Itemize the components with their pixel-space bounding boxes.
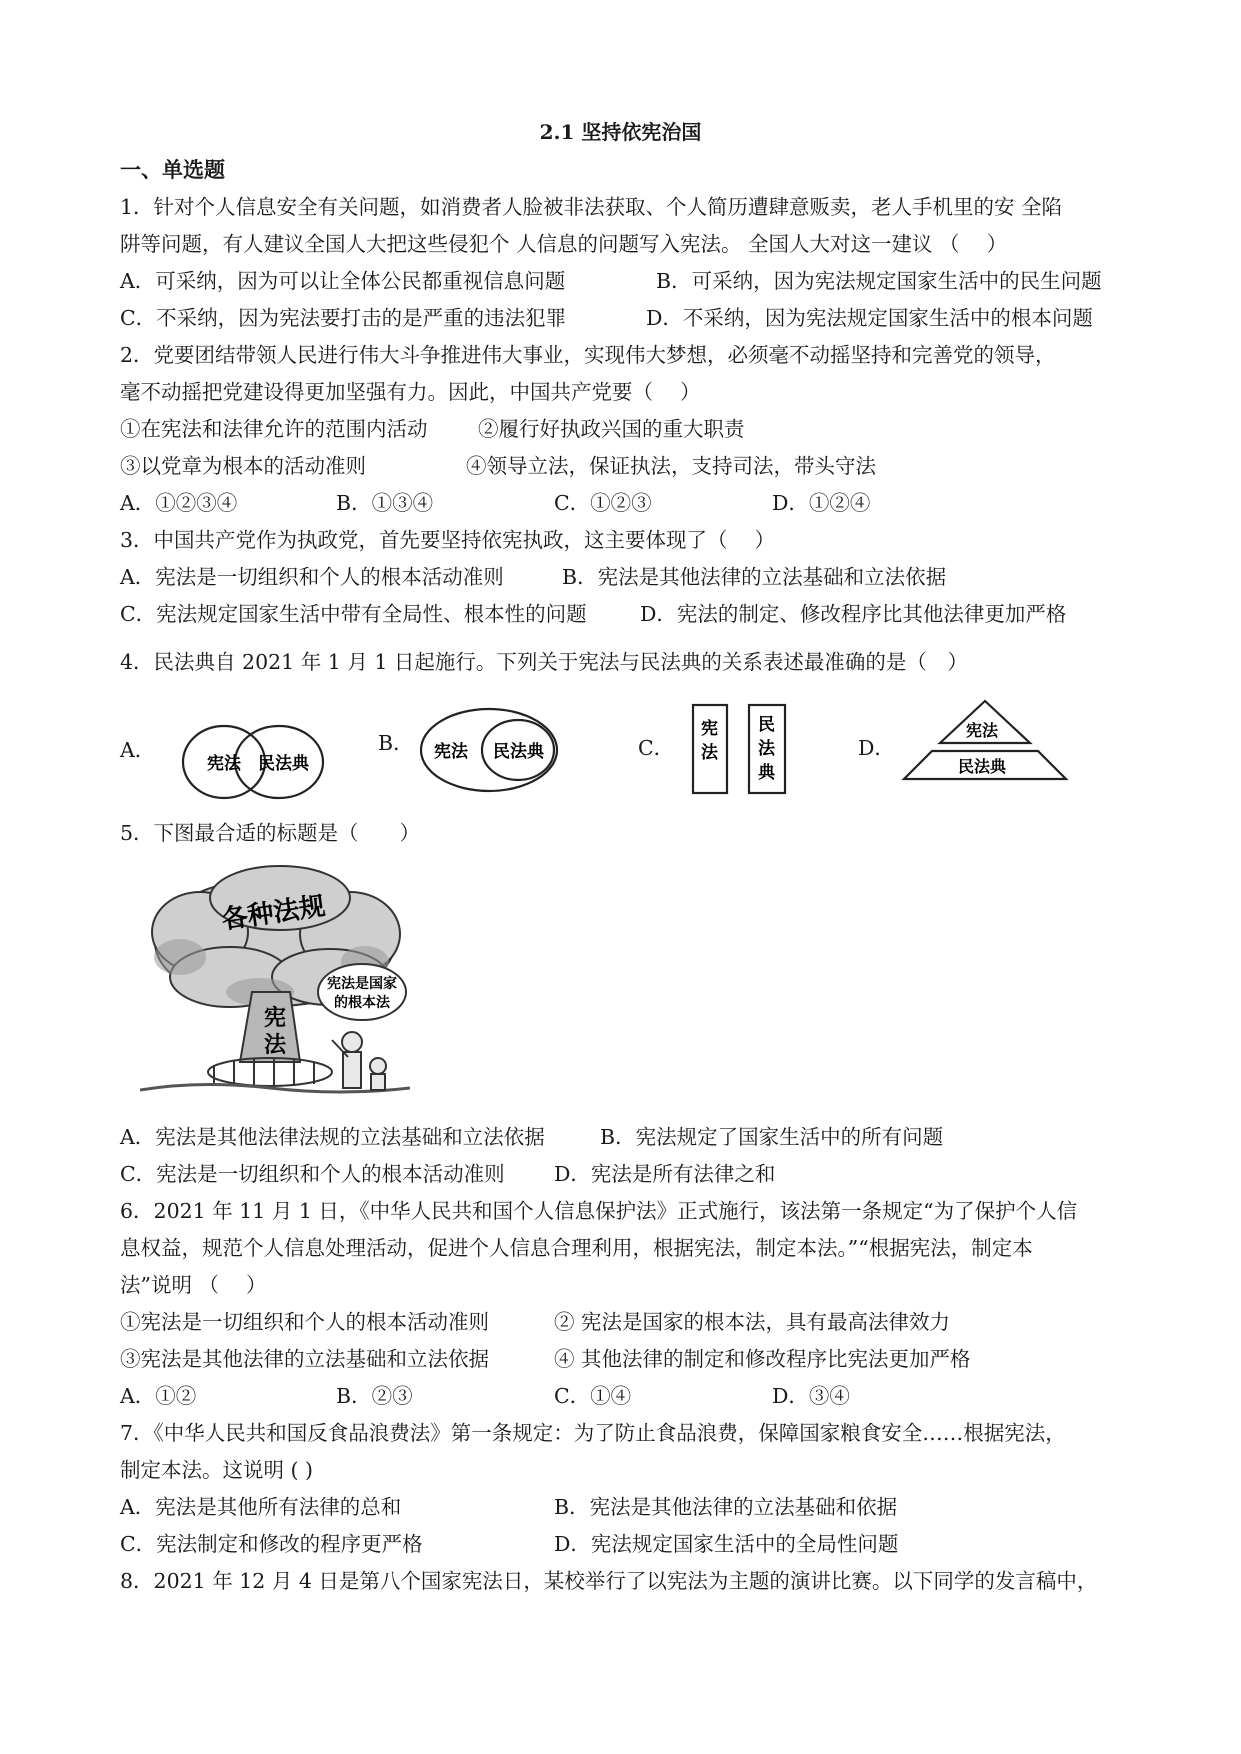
q6-option-c[interactable]: C．①④ (554, 1384, 632, 1408)
q6-statement-2: ② 宪法是国家的根本法，具有最高法律效力 (554, 1310, 951, 1334)
q4-diagram-d (900, 697, 1070, 789)
q2-statement-4: ④领导立法，保证执法，支持司法，带头守法 (466, 454, 876, 478)
q7-stem-line-1: 7．《中华人民共和国反食品浪费法》第一条规定：为了防止食品浪费，保障国家粮食安全……根据宪法， (120, 1421, 1066, 1445)
q7-option-a[interactable]: A．宪法是其他所有法律的总和 (120, 1495, 402, 1519)
q2-stem-line-1: 2．党要团结带领人民进行伟大斗争推进伟大事业，实现伟大梦想，必须毫不动摇坚持和完善党的领导， (120, 343, 1056, 367)
q4-c-label-min: 民 (758, 715, 775, 735)
q2-statement-2: ②履行好执政兴国的重大职责 (478, 417, 745, 441)
q7-stem-line-2: 制定本法。这说明 ( ) (120, 1458, 314, 1482)
q5-option-b[interactable]: B．宪法规定了国家生活中的所有问题 (600, 1125, 944, 1149)
q4-option-d[interactable]: D． (858, 736, 895, 760)
q7-option-b[interactable]: B．宪法是其他法律的立法基础和依据 (554, 1495, 898, 1519)
q4-b-label-xianfa: 宪法 (434, 742, 468, 762)
q5-bubble-line-2: 的根本法 (334, 995, 390, 1011)
q1-option-c[interactable]: C．不采纳，因为宪法要打击的是严重的违法犯罪 (120, 306, 567, 330)
q4-c-label-dian: 典 (758, 763, 775, 783)
q2-stem-line-2: 毫不动摇把党建设得更加坚强有力。因此，中国共产党要（ ） (120, 380, 701, 404)
q5-trunk-label-1: 宪 (264, 1006, 287, 1031)
q1-stem-line-1: 1．针对个人信息安全有关问题，如消费者人脸被非法获取、个人简历遭肆意贩卖，老人手机里的安 全陷 (120, 195, 1063, 219)
q8-stem-line-1: 8．2021 年 12 月 4 日是第八个国家宪法日，某校举行了以宪法为主题的演讲比赛。以下同学的发言稿中， (120, 1569, 1098, 1593)
q6-stem-line-1: 6．2021 年 11 月 1 日，《中华人民共和国个人信息保护法》正式施行，该法第一条规定“为了保护个人信 (120, 1199, 1078, 1223)
q6-option-a[interactable]: A．①② (120, 1384, 197, 1408)
q4-option-a[interactable]: A． (120, 738, 156, 762)
q6-statement-3: ③宪法是其他法律的立法基础和立法依据 (120, 1347, 489, 1371)
q2-option-c[interactable]: C．①②③ (554, 491, 652, 515)
q4-diagram-c (690, 702, 790, 802)
q4-option-b[interactable]: B． (378, 731, 414, 755)
q4-option-c[interactable]: C． (638, 736, 675, 760)
q2-option-b[interactable]: B．①③④ (336, 491, 434, 515)
q3-option-c[interactable]: C．宪法规定国家生活中带有全局性、根本性的问题 (120, 602, 587, 626)
q7-option-d[interactable]: D．宪法规定国家生活中的全局性问题 (554, 1532, 899, 1556)
q4-stem-line-1: 4．民法典自 2021 年 1 月 1 日起施行。下列关于宪法与民法典的关系表述最准确的是（ ） (120, 650, 968, 674)
q4-c-label-xian: 宪 (701, 719, 718, 739)
q6-statement-1: ①宪法是一切组织和个人的根本活动准则 (120, 1310, 489, 1334)
q4-d-label-minfadian: 民法典 (958, 757, 1007, 776)
q6-option-d[interactable]: D．③④ (772, 1384, 850, 1408)
q1-option-b[interactable]: B．可采纳，因为宪法规定国家生活中的民生问题 (656, 269, 1102, 293)
q4-diagram-b (418, 705, 568, 799)
q1-option-a[interactable]: A．可采纳，因为可以让全体公民都重视信息问题 (120, 269, 566, 293)
q4-diagram-a (180, 722, 330, 806)
q4-d-label-xianfa: 宪法 (966, 721, 999, 740)
q4-c-label-fa: 法 (701, 743, 718, 763)
q5-tree-illustration (140, 862, 410, 1106)
q4-a-label-xianfa: 宪法 (207, 754, 241, 774)
q5-option-a[interactable]: A．宪法是其他法律法规的立法基础和立法依据 (120, 1125, 545, 1149)
q6-stem-line-2: 息权益，规范个人信息处理活动，促进个人信息合理利用，根据宪法，制定本法。”“根据宪法，制定本 (120, 1236, 1033, 1260)
q1-stem-line-2: 阱等问题，有人建议全国人大把这些侵犯个 人信息的问题写入宪法。 全国人大对这一建议 （ ） (120, 232, 1008, 256)
q6-stem-line-3: 法”说明 （ ） (120, 1273, 267, 1297)
q4-c-label-fa2: 法 (758, 739, 775, 759)
q5-bubble-line-1: 宪法是国家 (327, 976, 397, 992)
q3-option-d[interactable]: D．宪法的制定、修改程序比其他法律更加严格 (640, 602, 1067, 626)
q5-option-c[interactable]: C．宪法是一切组织和个人的根本活动准则 (120, 1162, 505, 1186)
q6-statement-4: ④ 其他法律的制定和修改程序比宪法更加严格 (554, 1347, 971, 1371)
q5-stem-line-1: 5．下图最合适的标题是（ ） (120, 821, 421, 845)
q2-statement-1: ①在宪法和法律允许的范围内活动 (120, 417, 428, 441)
q5-trunk-label-2: 法 (264, 1033, 287, 1058)
q3-option-b[interactable]: B．宪法是其他法律的立法基础和立法依据 (562, 565, 947, 589)
q3-option-a[interactable]: A．宪法是一切组织和个人的根本活动准则 (120, 565, 504, 589)
q4-b-label-minfadian: 民法典 (493, 742, 544, 762)
q4-a-label-minfadian: 民法典 (258, 754, 309, 774)
section-heading: 一、单选题 (120, 157, 225, 182)
q1-option-d[interactable]: D．不采纳，因为宪法规定国家生活中的根本问题 (646, 306, 1093, 330)
q2-option-d[interactable]: D．①②④ (772, 491, 871, 515)
q2-option-a[interactable]: A．①②③④ (120, 491, 238, 515)
q5-option-d[interactable]: D．宪法是所有法律之和 (554, 1162, 776, 1186)
q6-option-b[interactable]: B．②③ (336, 1384, 413, 1408)
q7-option-c[interactable]: C．宪法制定和修改的程序更严格 (120, 1532, 423, 1556)
q2-statement-3: ③以党章为根本的活动准则 (120, 454, 366, 478)
page-title: 2.1 坚持依宪治国 (539, 120, 702, 144)
q5-crown-label: 各种法规 (219, 891, 328, 936)
q3-stem-line-1: 3．中国共产党作为执政党，首先要坚持依宪执政，这主要体现了（ ） (120, 528, 776, 552)
